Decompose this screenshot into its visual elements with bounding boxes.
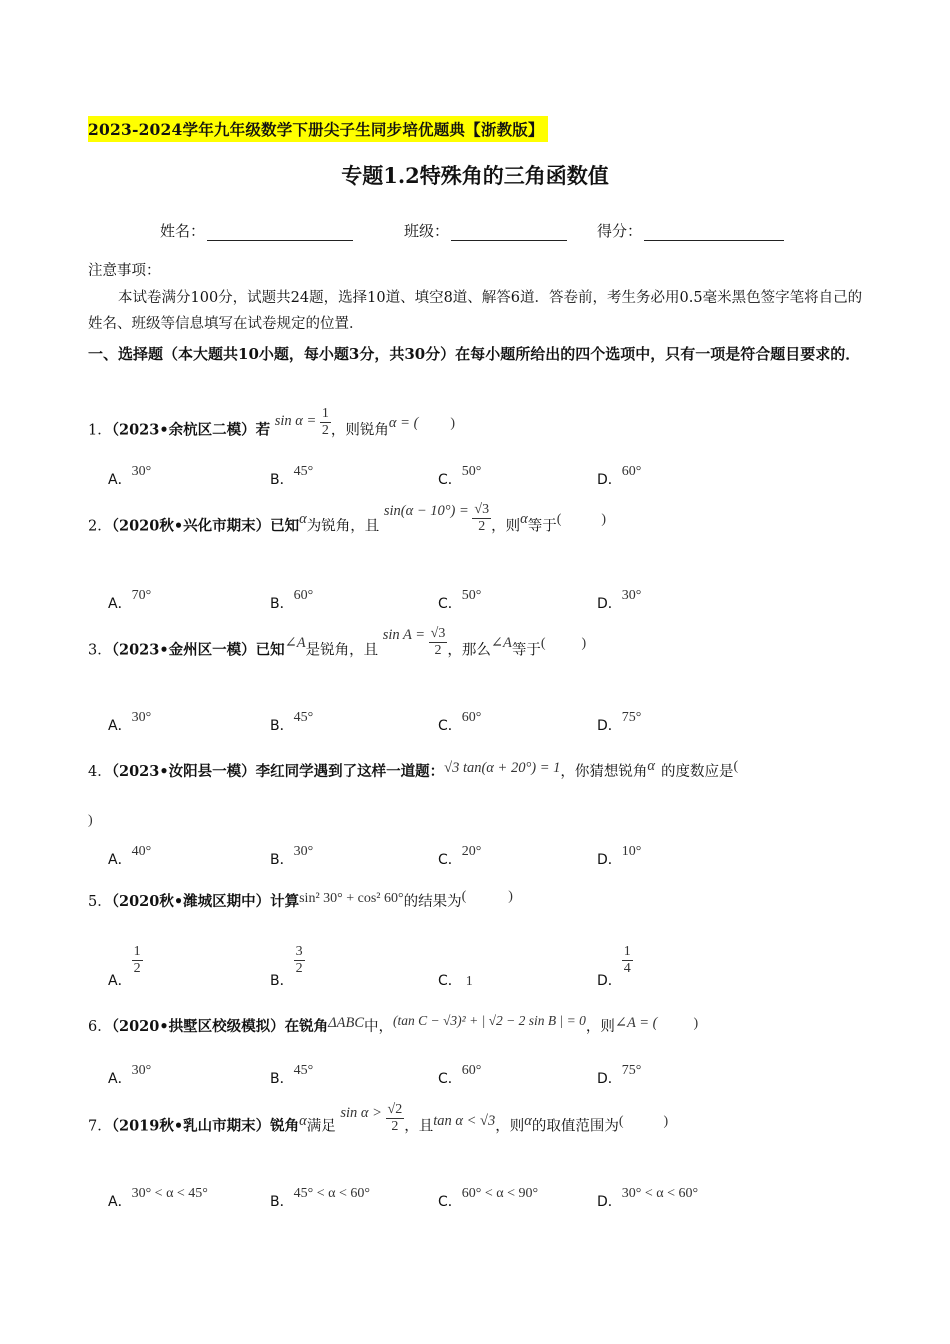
q1-tail-expr: α = ( (388, 414, 419, 431)
q1-expr: sin α = (274, 412, 320, 429)
q6-option-b[interactable]: B．45° (270, 1063, 314, 1087)
q2-frac: $\frac{√3}{2}$ (474, 502, 490, 534)
q2-expr: sin(α − 10°) = (383, 502, 473, 519)
q1-number: 1． (88, 422, 112, 439)
q1-tail: ，则锐角 (330, 422, 389, 439)
class-label: 班级： (404, 222, 450, 240)
score-label: 得分： (597, 222, 643, 240)
q4-expr: √3 tan(α + 20°) = 1 (444, 760, 561, 776)
q3-option-a[interactable]: A．30° (108, 710, 152, 734)
q7-option-b[interactable]: B．45° < α < 60° (270, 1186, 370, 1210)
q1-option-d[interactable]: D．60° (597, 464, 642, 488)
q4-option-a[interactable]: A．40° (108, 844, 152, 868)
question-3: 3．（2023•金州区一模）已知∠A是锐角，且 sin A = $\frac{√3}{2}$ ，那么∠A等于( ) (88, 626, 587, 659)
q2-option-c[interactable]: C．50° (438, 588, 482, 612)
class-blank[interactable] (451, 226, 567, 241)
q4-option-d[interactable]: D．10° (597, 844, 642, 868)
q6-source: （2020•拱墅区校级模拟）在锐角 (111, 1018, 329, 1035)
name-blank[interactable] (207, 226, 353, 241)
q3-option-b[interactable]: B．45° (270, 710, 314, 734)
q4-option-c[interactable]: C．20° (438, 844, 482, 868)
q5-option-a[interactable]: A． $\frac{1}{2}$ (108, 944, 141, 989)
q2-option-d[interactable]: D．30° (597, 588, 642, 612)
name-field[interactable] (160, 220, 353, 241)
q6-option-a[interactable]: A．30° (108, 1063, 152, 1087)
question-2: 2．（2020秋•兴化市期末）已知α为锐角，且 sin(α − 10°) = $\frac{√3}{2}$ ，则α等于( ) (88, 502, 607, 535)
q5-source: （2020秋•潍城区期中）计算 (111, 893, 300, 910)
section-heading: 一、选择题（本大题共10小题，每小题3分，共30分）在每小题所给出的四个选项中，只有一项是符合题目要求的． (88, 345, 861, 363)
q3-source: （2023•金州区一模）已知 (111, 641, 285, 659)
q2-option-a[interactable]: A．70° (108, 588, 152, 612)
name-label: 姓名： (160, 222, 206, 240)
q7-option-c[interactable]: C．60° < α < 90° (438, 1186, 539, 1210)
q3-option-d[interactable]: D．75° (597, 710, 642, 734)
score-field[interactable] (597, 220, 784, 241)
notes-text: 本试卷满分100分，试题共24题，选择10道、填空8道、解答6道．答卷前，考生务必用0.5毫米黑色签字笔将自己的姓名、班级等信息填写在试卷规定的位置． (88, 290, 863, 332)
series-title: 2023-2024学年九年级数学下册尖子生同步培优题典【浙教版】 (88, 116, 548, 142)
q1-option-b[interactable]: B．45° (270, 464, 314, 488)
q7-expr: sin α > (340, 1104, 386, 1121)
q7-option-a[interactable]: A．30° < α < 45° (108, 1186, 208, 1210)
q5-expr: sin² 30° + cos² 60° (299, 891, 404, 906)
q4-source: （2023•汝阳县一模）李红同学遇到了这样一道题： (111, 763, 445, 780)
notes-heading: 注意事项： (88, 263, 161, 279)
q5-option-b[interactable]: B． $\frac{3}{2}$ (270, 944, 303, 989)
question-6: 6．（2020•拱墅区校级模拟）在锐角ΔABC中，(tan C − √3)² + | √2 − 2 sin B | = 0，则∠A = ( ) (88, 1013, 699, 1035)
q7-frac: $\frac{√2}{2}$ (387, 1102, 403, 1134)
page-title: 专题1.2特殊角的三角函数值 (341, 163, 609, 188)
question-4: 4．（2023•汝阳县一模）李红同学遇到了这样一道题：√3 tan(α + 20°) = 1，你猜想锐角α 的度数应是( (88, 758, 739, 780)
q1-option-a[interactable]: A．30° (108, 464, 152, 488)
q4-close-paren: ) (88, 813, 93, 828)
q5-option-d[interactable]: D． $\frac{1}{4}$ (597, 944, 631, 989)
q6-option-c[interactable]: C．60° (438, 1063, 482, 1087)
score-blank[interactable] (644, 226, 784, 241)
q1-frac: $\frac{1}{2}$ (321, 406, 329, 438)
q3-expr: sin A = (382, 626, 429, 643)
q3-option-c[interactable]: C．60° (438, 710, 482, 734)
q7-source: （2019秋•乳山市期末）锐角 (111, 1117, 300, 1135)
q3-frac: $\frac{√3}{2}$ (430, 626, 446, 658)
q1-option-c[interactable]: C．50° (438, 464, 482, 488)
q2-option-b[interactable]: B．60° (270, 588, 314, 612)
question-7: 7．（2019秋•乳山市期末）锐角α满足 sin α > $\frac{√2}{2}$ ，且tan α < √3，则α的取值范围为( ) (88, 1102, 669, 1135)
q1-source: （2023•余杭区二模）若 (111, 421, 271, 439)
question-1: 1．（2023•余杭区二模）若 sin α = $\frac{1}{2}$ ，则锐角α = ( ) (88, 406, 456, 439)
q5-option-c[interactable]: C． 1 (438, 973, 473, 989)
q7-option-d[interactable]: D．30° < α < 60° (597, 1186, 699, 1210)
q6-expr: (tan C − √3)² + | √2 − 2 sin B | = 0 (393, 1013, 586, 1028)
class-field[interactable] (404, 220, 567, 241)
question-5: 5．（2020秋•潍城区期中）计算sin² 30° + cos² 60°的结果为( ) (88, 889, 513, 910)
q4-option-b[interactable]: B．30° (270, 844, 314, 868)
q2-source: （2020秋•兴化市期末）已知 (111, 517, 300, 535)
q6-option-d[interactable]: D．75° (597, 1063, 642, 1087)
